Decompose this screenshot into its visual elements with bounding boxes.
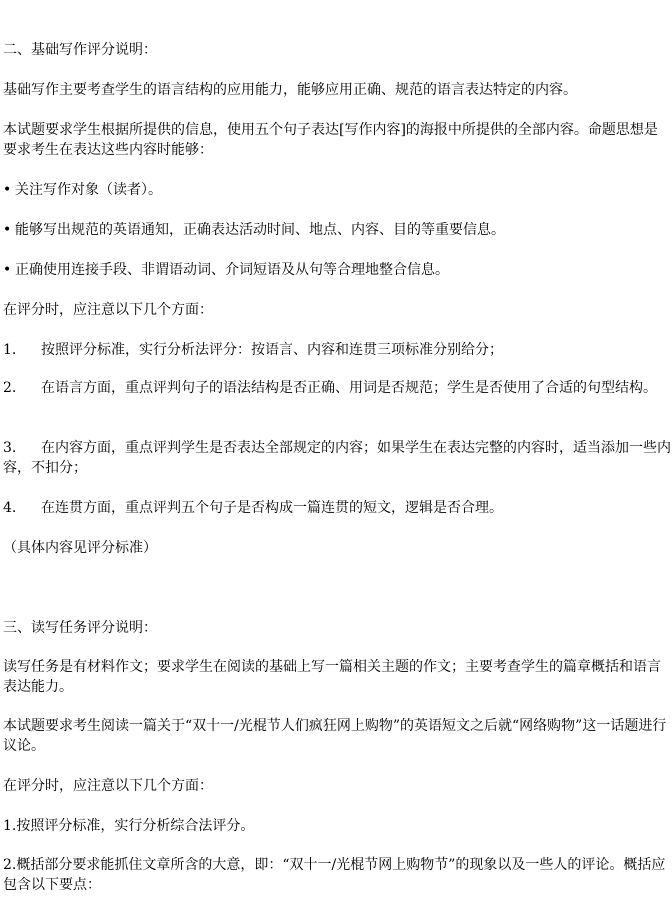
point-text: 概括部分要求能抓住文章所含的大意，即：“双十一/光棍节网上购物节”的现象以及一些人的评论。概括应包含以下要点： [3, 857, 666, 893]
section3-scoring-intro: 在评分时，应注意以下几个方面： [3, 778, 213, 794]
section2-intro: 基础写作主要考查学生的语言结构的应用能力，能够应用正确、规范的语言表达特定的内容。 [3, 82, 577, 98]
section2-requirement: 本试题要求学生根据所提供的信息，使用五个句子表达[写作内容]的海报中所提供的全部内容。命题思想是要求考生在表达这些内容时能够： [3, 122, 658, 158]
point-text: 按照评分标准，实行分析综合法评分。 [16, 818, 255, 834]
section3-heading: 三、读写任务评分说明： [3, 620, 157, 636]
scoring-point [3, 855, 671, 895]
bullet-text: 能够写出规范的英语通知，正确表达活动时间、地点、内容、目的等重要信息。 [15, 222, 505, 238]
bullet-marker: • [3, 222, 12, 238]
scoring-point [3, 816, 671, 836]
section3-intro: 读写任务是有材料作文；要求学生在阅读的基础上写一篇相关主题的作文；主要考查学生的篇章概括和语言表达能力。 [3, 659, 661, 695]
point-number: 2. [3, 380, 17, 396]
scoring-point [3, 438, 671, 478]
section2-heading: 二、基础写作评分说明： [3, 42, 157, 58]
bullet-marker: • [3, 182, 12, 198]
point-text: 在连贯方面，重点评判五个句子是否构成一篇连贯的短文，逻辑是否合理。 [41, 500, 503, 516]
point-text: 按照评分标准，实行分析法评分：按语言、内容和连贯三项标准分别给分； [41, 342, 503, 358]
point-number: 3. [3, 440, 17, 456]
bullet-text: 关注写作对象（读者）。 [15, 182, 162, 198]
bullet-item [3, 220, 671, 240]
bullet-text: 正确使用连接手段、非谓语动词、介词短语及从句等合理地整合信息。 [15, 262, 449, 278]
scoring-point [3, 498, 671, 518]
bullet-marker: • [3, 262, 12, 278]
point-text: 在内容方面，重点评判学生是否表达全部规定的内容；如果学生在表达完整的内容时，适当添加一些内容，不扣分； [3, 440, 671, 476]
bullet-item [3, 180, 671, 200]
point-number: 4. [3, 500, 17, 516]
section2-scoring-intro: 在评分时，应注意以下几个方面： [3, 302, 213, 318]
scoring-point [3, 378, 671, 398]
section3-requirement: 本试题要求考生阅读一篇关于“双十一/光棍节人们疯狂网上购物”的英语短文之后就“网络购物”这一话题进行议论。 [3, 718, 667, 754]
bullet-item [3, 260, 671, 280]
section2-note: （具体内容见评分标准） [3, 540, 157, 556]
point-number: 2. [3, 857, 17, 873]
point-text: 在语言方面，重点评判句子的语法结构是否正确、用词是否规范；学生是否使用了合适的句型结构。 [41, 380, 657, 396]
point-number: 1. [3, 818, 17, 834]
point-number: 1. [3, 342, 17, 358]
scoring-point [3, 340, 671, 360]
